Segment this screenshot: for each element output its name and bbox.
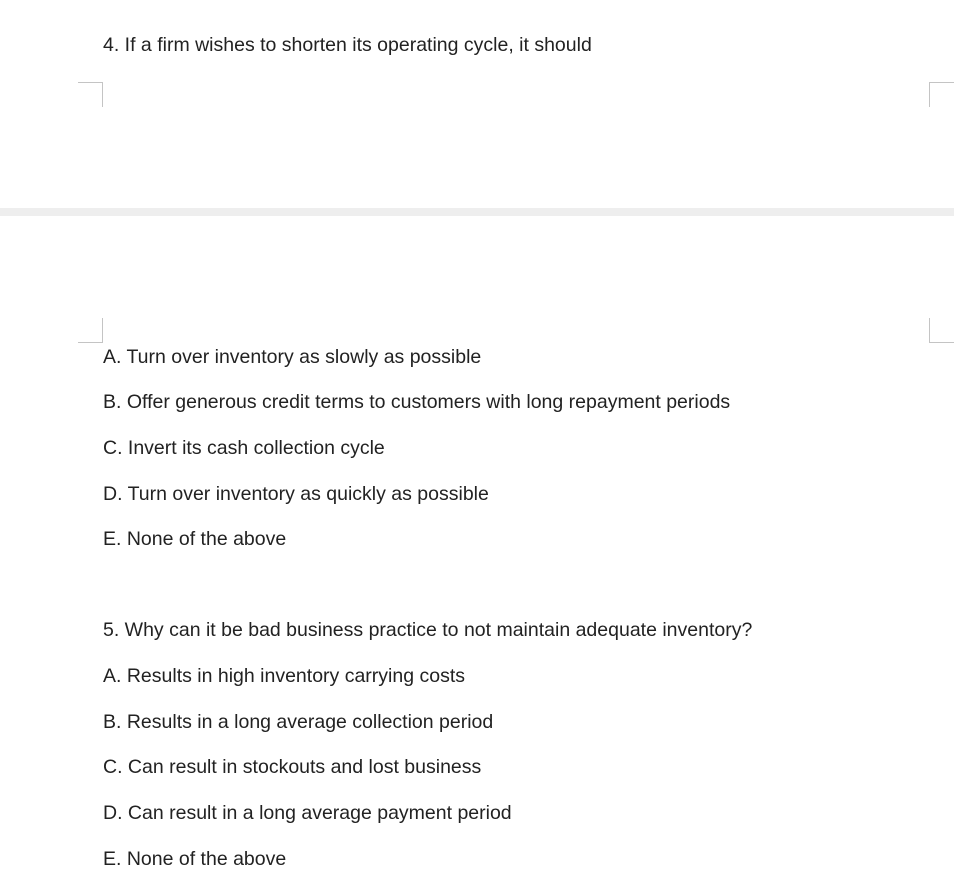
q4-option-c: C. Invert its cash collection cycle xyxy=(103,437,385,459)
q5-option-d: D. Can result in a long average payment period xyxy=(103,802,512,824)
margin-corner-mark xyxy=(929,82,954,107)
q4-option-a: A. Turn over inventory as slowly as possible xyxy=(103,346,482,368)
q5-option-c: C. Can result in stockouts and lost business xyxy=(103,756,482,778)
q5-option-b: B. Results in a long average collection period xyxy=(103,711,494,733)
q5-option-e: E. None of the above xyxy=(103,848,287,870)
margin-corner-mark xyxy=(78,82,103,107)
q5-option-a: A. Results in high inventory carrying costs xyxy=(103,665,465,687)
question-4-text: 4. If a firm wishes to shorten its operating cycle, it should xyxy=(103,34,592,56)
margin-corner-mark xyxy=(78,318,103,343)
q4-option-b: B. Offer generous credit terms to customers with long repayment periods xyxy=(103,391,731,413)
page-break-separator xyxy=(0,208,954,216)
question-5-text: 5. Why can it be bad business practice to not maintain adequate inventory? xyxy=(103,619,753,641)
q4-option-d: D. Turn over inventory as quickly as possible xyxy=(103,483,489,505)
q4-option-e: E. None of the above xyxy=(103,528,287,550)
margin-corner-mark xyxy=(929,318,954,343)
